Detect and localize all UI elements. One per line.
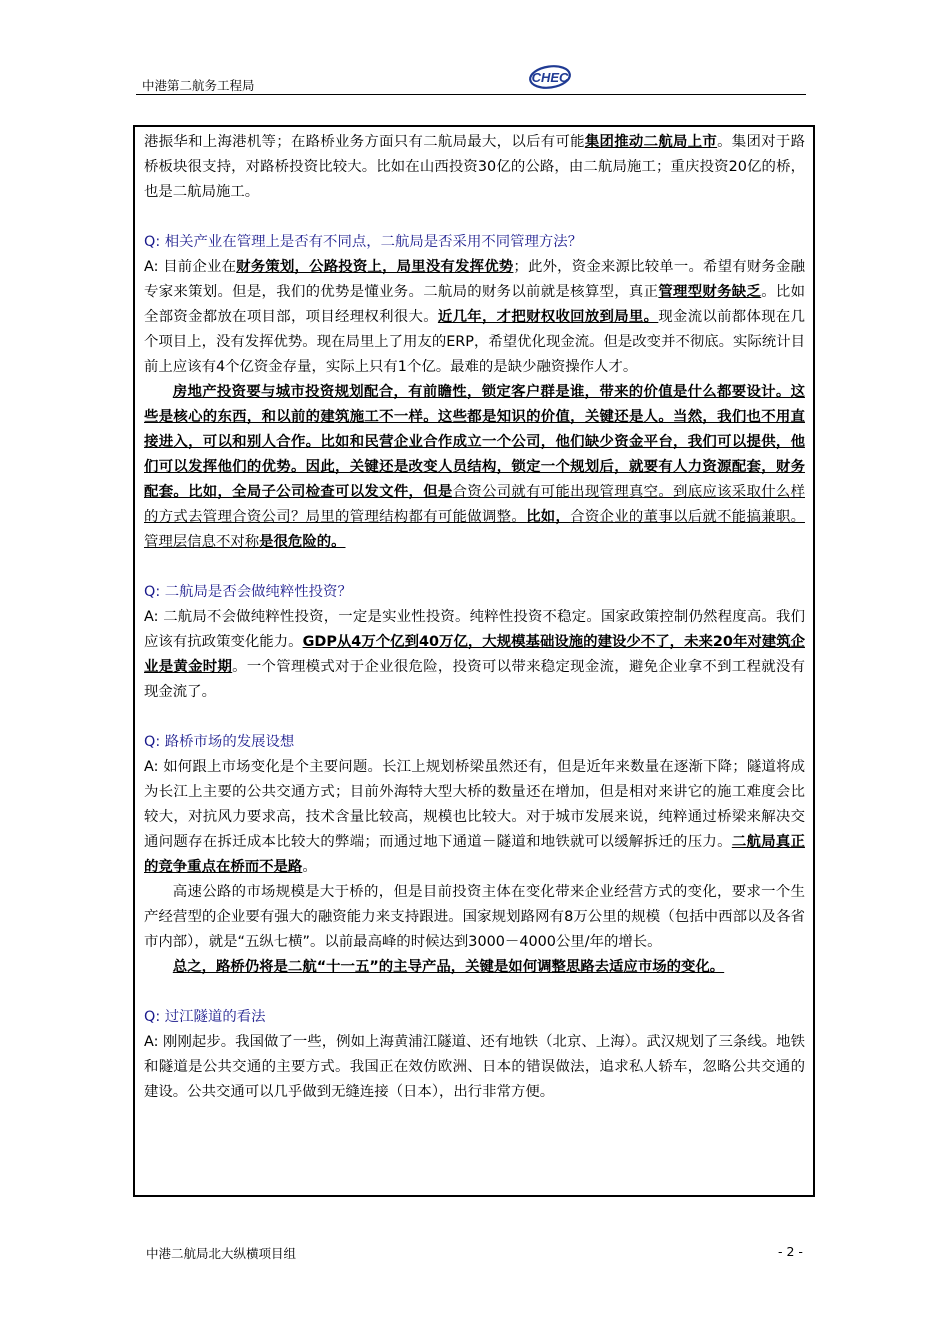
intro-paragraph	[144, 130, 805, 205]
answer-2	[144, 605, 805, 705]
answer-1-p2-underline-1: 合资公司就有可能出现管理真空。到底应该采取什么样的方式去管理合资公司？局里的管理结构都有可能做调整。	[144, 484, 805, 525]
interview-content-box	[133, 125, 815, 1197]
answer-1-p2-underline-2: 合资企业的董事以后就不能搞兼职。管理层信息不对称	[144, 509, 805, 550]
spacer	[144, 705, 805, 730]
footer-project-group: 中港二航局北大纵横项目组	[146, 1246, 297, 1261]
answer-1-p2-highlight-1: 房地产投资要与城市投资规划配合，有前瞻性，锁定客户群是谁，带来的价值是什么都要设计。这些是核心的东西，和以前的建筑施工不一样。这些都是知识的价值，关键还是人。当然，我们也不用直接进入，可以和别人合作。比如和民营企业合作成立一个公司，他们缺少资金平台，我们可以提供，他们可以发挥他们的优势。因此，关键还是改变人员结构，锁定一个规划后，就要有人力资源配套，财务配套。比如，全局子公司检查可以发文件，但是	[144, 384, 805, 500]
answer-3-summary: 总之，路桥仍将是二航“十一五”的主导产品，关键是如何调整思路去适应市场的变化。	[172, 959, 725, 975]
question-1: Q: 相关产业在管理上是否有不同点，二航局是否采用不同管理方法？	[144, 234, 583, 250]
answer-3	[144, 755, 805, 880]
answer-2-highlight: GDP从4万个亿到40万亿，大规模基础设施的建设少不了，未来20年对建筑企业是黄金时期	[144, 634, 805, 675]
answer-1-prefix: A: 目前企业在	[144, 259, 237, 275]
answer-1-highlight-2: 管理型财务缺乏	[658, 284, 762, 300]
answer-1	[144, 255, 805, 380]
question-2: Q: 二航局是否会做纯粹性投资？	[144, 584, 352, 600]
answer-1-p2-highlight-3: 是很危险的。	[259, 534, 346, 550]
intro-highlight: 集团推动二航局上市	[584, 134, 718, 150]
answer-1-text-1: ；此外，资金来源比较单一。希望有财务金融专家来策划。但是，我们的优势是懂业务。二航局的财务以前就是核算型，真正	[144, 259, 805, 300]
answer-1-highlight-3: 近几年，才把财权收回放到局里。	[437, 309, 659, 325]
intro-text: 港振华和上海港机等；在路桥业务方面只有二航局最大，以后有可能	[144, 134, 585, 150]
answer-1-highlight-1: 财务策划，公路投资上，局里没有发挥优势	[236, 259, 514, 275]
intro-text-2: 。集团对于路桥板块很支持，对路桥投资比较大。比如在山西投资30亿的公路，由二航局施工；重庆投资20亿的桥，也是二航局施工。	[144, 134, 805, 200]
question-3: Q: 路桥市场的发展设想	[144, 734, 295, 750]
answer-2-prefix: A: 二航局不会做纯粹性投资，一定是实业性投资。纯粹性投资不稳定。国家政策控制仍然程度高。我们应该有抗政策变化能力。	[144, 609, 805, 650]
answer-1-text-3: 现金流以前都体现在几个项目上，没有发挥优势。现在局里上了用友的ERP，希望优化现金流。但是改变并不彻底。实际统计目前上应该有4个亿资金存量，实际上只有1个亿。最难的是缺少融资操作人才。	[144, 309, 805, 375]
answer-1-p2-highlight-2: 比如，	[526, 509, 571, 525]
answer-4: A: 刚刚起步。我国做了一些，例如上海黄浦江隧道、还有地铁（北京、上海）。武汉规划了三条线。地铁和隧道是公共交通的主要方式。我国正在效仿欧洲、日本的错误做法，追求私人轿车，忽略公共交通的建设。公共交通可以几乎做到无缝连接（日本），出行非常方便。	[144, 1034, 805, 1100]
footer-page-number: - 2 -	[778, 1244, 803, 1259]
answer-1-paragraph-2	[144, 380, 805, 555]
answer-2-text: 。一个管理模式对于企业很危险，投资可以带来稳定现金流，避免企业拿不到工程就没有现金流了。	[144, 659, 805, 700]
header-title: 中港第二航务工程局	[142, 78, 255, 93]
spacer	[144, 205, 805, 230]
page-header	[136, 62, 806, 95]
svg-text:CHEC: CHEC	[531, 70, 569, 85]
spacer	[144, 555, 805, 580]
question-4: Q: 过江隧道的看法	[144, 1009, 266, 1025]
chec-logo-icon	[528, 64, 572, 90]
answer-3-paragraph-2: 高速公路的市场规模是大于桥的，但是目前投资主体在变化带来企业经营方式的变化，要求一个生产经营型的企业要有强大的融资能力来支持跟进。国家规划路网有8万公里的规模（包括中西部以及各省市内部），就是“五纵七横”。以前最高峰的时候达到3000－4000公里/年的增长。	[144, 884, 805, 950]
answer-3-prefix: A: 如何跟上市场变化是个主要问题。长江上规划桥梁虽然还有，但是近年来数量在逐渐下降；隧道将成为长江上主要的公共交通方式；目前外海特大型大桥的数量还在增加，但是相对来讲它的施工难度会比较大，对抗风力要求高，技术含量比较高，规模也比较大。对于城市发展来说，纯粹通过桥梁来解决交通问题存在拆迁成本比较大的弊端；而通过地下通道－隧道和地铁就可以缓解拆迁的压力。	[144, 759, 805, 850]
answer-3-paragraph-3	[144, 955, 805, 980]
spacer	[144, 980, 805, 1005]
answer-1-text-2: 。比如全部资金都放在项目部，项目经理权利很大。	[144, 284, 805, 325]
answer-3-highlight: 二航局真正的竞争重点在桥而不是路	[144, 834, 805, 875]
answer-3-text: 。	[302, 859, 317, 875]
